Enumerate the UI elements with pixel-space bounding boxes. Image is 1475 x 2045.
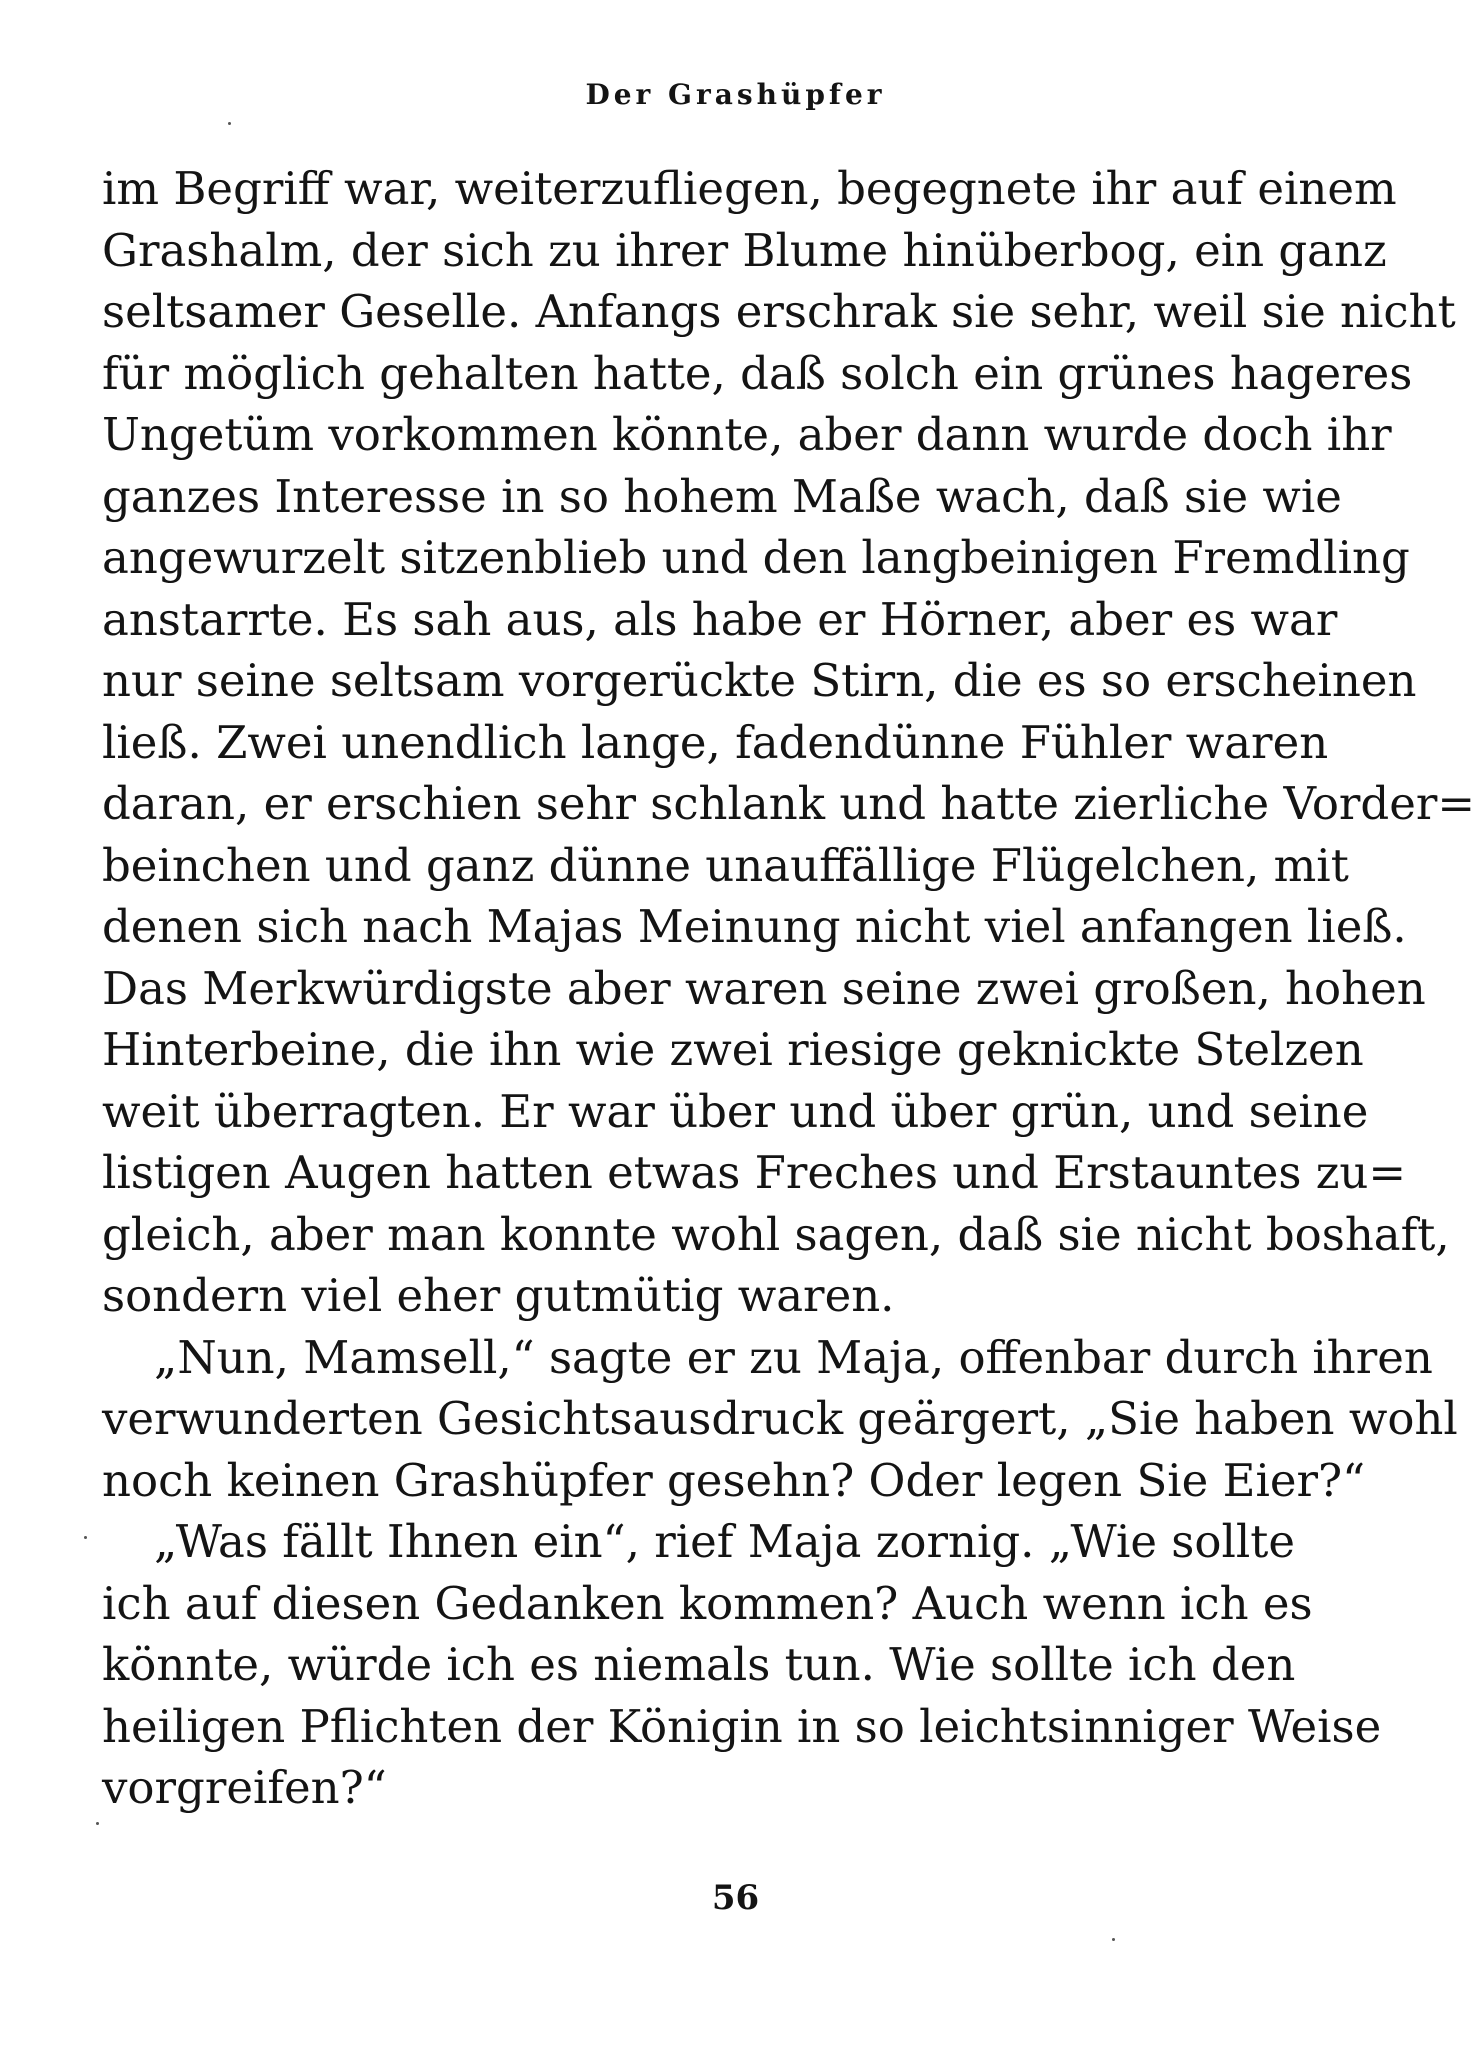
text-line: könnte, würde ich es niemals tun. Wie sollte ich den <box>102 1638 1296 1691</box>
running-head: Der Grashüpfer <box>585 78 886 111</box>
paper-speck <box>96 1822 99 1825</box>
text-line: Hinterbeine, die ihn wie zwei riesige geknickte Stelzen <box>102 1023 1364 1076</box>
text-line: beinchen und ganz dünne unauffällige Flügelchen, mit <box>102 838 1349 892</box>
text-line: vorgreifen?“ <box>102 1761 387 1814</box>
text-line: „Nun, Mamsell,“ sagte er zu Maja, offenbar durch ihren <box>154 1330 1433 1384</box>
text-line: sondern viel eher gutmütig waren. <box>102 1269 895 1322</box>
text-line: für möglich gehalten hatte, daß solch ein grünes hageres <box>102 346 1413 400</box>
text-line: verwunderten Gesichtsausdruck geärgert, „Sie haben wohl <box>102 1392 1458 1445</box>
text-line: seltsamer Geselle. Anfangs erschrak sie sehr, weil sie nicht <box>102 285 1456 338</box>
text-line: ganzes Interesse in so hohem Maße wach, daß sie wie <box>102 469 1342 523</box>
text-line: heiligen Pflichten der Königin in so leichtsinniger Weise <box>102 1699 1382 1753</box>
body-text <box>102 158 1475 1819</box>
text-line: noch keinen Grashüpfer gesehn? Oder legen Sie Eier?“ <box>102 1453 1366 1507</box>
text-line: Ungetüm vorkommen könnte, aber dann wurde doch ihr <box>102 408 1392 461</box>
text-line: angewurzelt sitzenblieb und den langbeinigen Fremdling <box>102 531 1410 584</box>
paper-speck <box>228 122 231 125</box>
text-line: im Begriff war, weiterzufliegen, begegnete ihr auf einem <box>102 162 1397 215</box>
text-line: Das Merkwürdigste aber waren seine zwei großen, hohen <box>102 961 1426 1015</box>
text-line: denen sich nach Majas Meinung nicht viel anfangen ließ. <box>102 900 1407 953</box>
text-line: ließ. Zwei unendlich lange, fadendünne Fühler waren <box>102 715 1329 769</box>
paper-speck <box>84 1536 87 1539</box>
text-line: Grashalm, der sich zu ihrer Blume hinüberbog, ein ganz <box>102 223 1387 277</box>
text-line: „Was fällt Ihnen ein“, rief Maja zornig. „Wie sollte <box>154 1515 1295 1568</box>
text-line: anstarrte. Es sah aus, als habe er Hörner, aber es war <box>102 592 1338 646</box>
text-line: nur seine seltsam vorgerückte Stirn, die es so erscheinen <box>102 654 1417 707</box>
paper-speck <box>1112 1938 1115 1941</box>
text-line: daran, er erschien sehr schlank und hatte zierliche Vorder= <box>102 777 1475 830</box>
text-line: ich auf diesen Gedanken kommen? Auch wenn ich es <box>102 1576 1313 1630</box>
page-number: 56 <box>711 1878 760 1918</box>
text-line: gleich, aber man konnte wohl sagen, daß sie nicht boshaft, <box>102 1207 1450 1261</box>
text-line: weit überragten. Er war über und über grün, und seine <box>102 1084 1369 1138</box>
text-line: listigen Augen hatten etwas Freches und Erstauntes zu= <box>102 1146 1407 1199</box>
